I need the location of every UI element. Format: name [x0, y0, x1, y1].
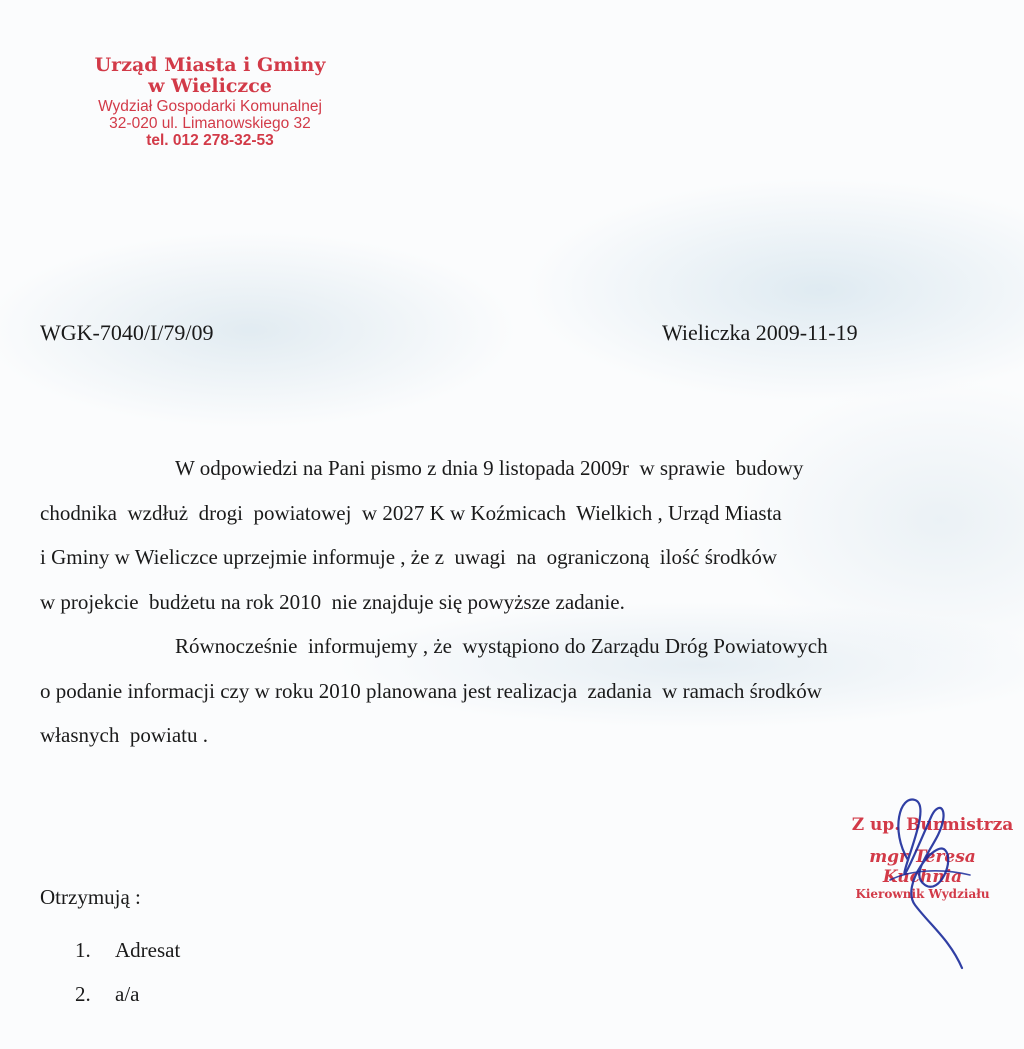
stamp-office-name: Urząd Miasta i Gminy	[94, 54, 326, 76]
list-item-label: Adresat	[115, 938, 181, 962]
recipients-title: Otrzymują :	[40, 885, 141, 909]
stamp-address: 32-020 ul. Limanowskiego 32	[109, 114, 311, 132]
stamp-phone: tel. 012 278-32-53	[146, 132, 274, 150]
letter-body	[40, 446, 1000, 758]
list-item-number: 1.	[75, 938, 91, 962]
list-item	[75, 928, 180, 972]
place-and-date: Wieliczka 2009-11-19	[662, 320, 858, 345]
recipients-list	[75, 928, 180, 1016]
list-item-number: 2.	[75, 982, 91, 1006]
body-line: chodnika wzdłuż drogi powiatowej w 2027 K w Koźmicach Wielkich , Urząd Miasta	[40, 500, 782, 525]
body-line: Równocześnie informujemy , że wystąpiono do Zarządu Dróg Powiatowych	[175, 634, 828, 658]
body-line: w projekcie budżetu na rok 2010 nie znajduje się powyższe zadanie.	[40, 589, 625, 614]
body-line: i Gminy w Wieliczce uprzejmie informuje , że z uwagi na ograniczoną ilość środków	[40, 545, 778, 569]
body-line: W odpowiedzi na Pani pismo z dnia 9 listopada 2009r w sprawie budowy	[175, 456, 804, 480]
reference-number: WGK-7040/I/79/09	[40, 320, 214, 345]
body-line: o podanie informacji czy w roku 2010 planowana jest realizacja zadania w ramach środków	[40, 678, 822, 703]
stamp-office-city: w Wieliczce	[148, 75, 272, 98]
signatory-role: Kierownik Wydziału	[855, 887, 990, 901]
signature-authority: Z up. Burmistrza	[851, 815, 1014, 835]
list-item	[75, 972, 180, 1016]
list-item-label: a/a	[115, 982, 140, 1006]
body-line: własnych powiatu .	[40, 723, 208, 747]
office-header-stamp	[60, 55, 360, 150]
handwritten-signature	[870, 790, 980, 980]
stamp-department: Wydział Gospodarki Komunalnej	[98, 97, 322, 115]
signatory-name: mgr Teresa Kuchnia	[869, 847, 976, 887]
